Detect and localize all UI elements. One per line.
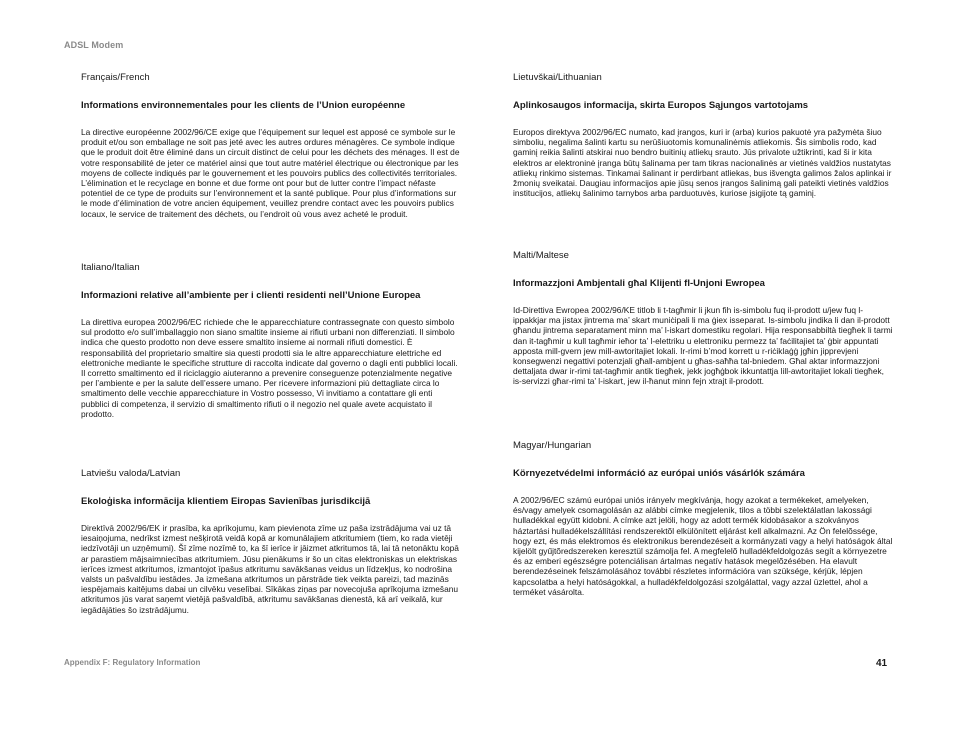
- left-column: [81, 72, 461, 615]
- section-maltese: [513, 250, 893, 440]
- section-body: Europos direktyva 2002/96/EC numato, kad įrangos, kuri ir (arba) kurios pakuotė yra pažymėta šiuo simboliu, negalima šalinti kartu su nerūšiuotomis komunalinėmis atliekomis. Šis simbolis rodo, kad gaminį reikia šalinti atskirai nuo bendro buitinių atliekų srauto. Jūs privalote užtikrinti, kad ši ir kita elektros ar elektroninė įranga būtų šalinama per tam tikras nacionalinės ar vietinės valdžios nustatytas atliekų rinkimo sistemas. Tinkamai šalinant ir perdirbant atliekas, bus išvengta galimos žalos aplinkai ir žmonių sveikatai. Daugiau informacijos apie jūsų senos įrangos šalinimą gali pateikti vietinės valdžios institucijos, atliekų šalinimo tarnybos arba parduotuvės, kuriose įsigijote tą gaminį.: [513, 127, 892, 199]
- section-latvian: [81, 468, 461, 615]
- language-heading: Lietuvškai/Lithuanian: [513, 72, 602, 83]
- section-body: A 2002/96/EC számú európai uniós irányelv megkívánja, hogy azokat a termékeket, amelyeken, és/vagy amelyek csomagolásán az alábbi címke megjelenik, tilos a többi szelektálatlan lakossági hulladékkal együtt kidobni. A címke azt jelöli, hogy az adott termék kidobásakor a szokványos háztartási hulladékelszállítási rendszerektõl elkülönített eljárást kell alkalmazni. Az Ön felelõssége, hogy ezt, és más elektromos és elektronikus berendezéseit a kormányzati vagy a helyi hatóságok által kijelölt gyűjtõredszereken keresztül számolja fel. A megfelelõ hulladékfeldolgozás segít a környezetre és az emberi egészségre potenciálisan ártalmas negatív hatások megelõzésében. Ha elavult berendezéseinek felszámolásához további részletes információra van szüksége, kérjük, lépjen kapcsolatba a helyi hatóságokkal, a hulladékfeldolgozási szolgálattal, vagy azzal üzlettel, ahol a terméket vásárolta.: [513, 495, 893, 597]
- running-header: ADSL Modem: [64, 40, 124, 50]
- section-title: Aplinkosaugos informacija, skirta Europos Sąjungos vartotojams: [513, 100, 809, 111]
- section-body: La directive européenne 2002/96/CE exige que l’équipement sur lequel est apposé ce symbole sur le produit et/ou son emballage ne soit pas jeté avec les autres ordures ménagères. Ce symbole indique que le produit doit être éliminé dans un circuit distinct de celui pour les déchets des ménages. Il est de votre responsabilité de jeter ce matériel ainsi que tout autre matériel électrique ou électronique par les moyens de collecte indiqués par le gouvernement et les pouvoirs publics des collectivités territoriales. L’élimination et le recyclage en bonne et due forme ont pour but de lutter contre l’impact néfaste potentiel de ce type de produits sur l’environnement et la santé publique. Pour plus d’informations sur le mode d’élimination de votre ancien équipement, veuillez prendre contact avec les pouvoirs publics locaux, le service de traitement des déchets, ou l’endroit où vous avez acheté le produit.: [81, 127, 460, 219]
- language-heading: Malti/Maltese: [513, 250, 569, 261]
- section-body: Direktīvā 2002/96/EK ir prasība, ka aprīkojumu, kam pievienota zīme uz paša izstrādājuma vai uz tā iesaiņojuma, nedrīkst izmest nešķirotā veidā kopā ar komunālajiem atkritumiem (tiem, ko rada vietēji iedzīvotāji un uzņēmumi). Šī zīme nozīmē to, ka šī ierīce ir jāizmet atkritumos tā, lai tā netonāktu kopā ar parastiem mājsaimniecības atkritumiem. Jūsu pienākums ir šo un citas elektroniskas un elektriskas ierīces izmest atkritumos, izmantojot īpašus atkritumu savākšanas veidus un līdzekļus, ko nodrošina valsts un pašvaldību iestādes. Ja izmešana atkritumos un pārstrāde tiek veikta pareizi, tad mazinās iespējamais kaitējums dabai un cilvēku veselībai. Sīkākas ziņas par novecojuša aprīkojuma izmešanu atkritumos jūs varat saņemt vietējā pašvaldībā, atkritumu savākšanas dienestā, kā arī veikalā, kur iegādājāties šo izstrādājumu.: [81, 523, 459, 615]
- language-heading: Latviešu valoda/Latvian: [81, 468, 181, 479]
- section-title: Ekoloģiska informācija klientiem Eiropas Savienības jurisdikcijā: [81, 496, 371, 507]
- section-title: Környezetvédelmi információ az európai uniós vásárlók számára: [513, 468, 805, 479]
- section-hungarian: [513, 440, 893, 597]
- running-footer: Appendix F: Regulatory Information: [64, 658, 201, 667]
- section-title: Informations environnementales pour les clients de l’Union européenne: [81, 100, 406, 111]
- section-italian: [81, 262, 461, 468]
- language-heading: Français/French: [81, 72, 150, 83]
- section-body: La direttiva europea 2002/96/EC richiede che le apparecchiature contrassegnate con questo simbolo sul prodotto e/o sull’imballaggio non siano smaltite insieme ai rifiuti urbani non differenziati. Il simbolo indica che questo prodotto non deve essere smaltito insieme ai normali rifiuti domestici. È responsabilità del proprietario smaltire sia questi prodotti sia le altre apparecchiature elettriche ed elettroniche mediante le specifiche strutture di raccolta indicate dal governo o dagli enti pubblici locali. Il corretto smaltimento ed il riciclaggio aiuteranno a prevenire conseguenze potenzialmente negative per l’ambiente e per la salute dell’essere umano. Per ricevere informazioni più dettagliate circa lo smaltimento delle vecchie apparecchiature in Vostro possesso, Vi invitiamo a contattare gli enti pubblici di competenza, il servizio di smaltimento rifiuti o il negozio nel quale avete acquistato il prodotto.: [81, 317, 458, 419]
- page-number: 41: [876, 658, 888, 669]
- language-heading: Italiano/Italian: [81, 262, 140, 273]
- section-french: [81, 72, 461, 262]
- section-body: Id-Direttiva Ewropea 2002/96/KE titlob li t-tagħmir li jkun fih is-simbolu fuq il-prodott u/jew fuq l-ippakkjar ma jistax jintrema ma’ skart muniċipali li ma ġiex isseparat. Is-simbolu jindika li dan il-prodott għandu jintrema separatament minn ma’ l-iskart domestiku regolari. Hija responsabbiltà tiegħek li tarmi dan it-tagħmir u kull tagħmir ieħor ta’ l-elettriku u elettroniku permezz ta’ faċilitajiet ta’ ġbir appuntati apposta mill-gvern jew mill-awtoritajiet lokali. Ir-rimi b’mod korrett u r-riċiklaġġ jgħin jipprevjeni konsegwenzi negattivi potenzjali għall-ambjent u għas-saħħa tal-bniedem. Għal aktar informazzjoni dettaljata dwar ir-rimi tat-tagħmir antik tiegħek, jekk jogħġbok ikkuntattja lill-awtoritajiet lokali tiegħek, is-servizzi għar-rimi ta’ l-iskart, jew il-ħanut minn fejn xtrajt il-prodott.: [513, 305, 893, 387]
- right-column: [513, 72, 893, 597]
- language-heading: Magyar/Hungarian: [513, 440, 592, 451]
- section-title: Informazzjoni Ambjentali għal Klijenti fl-Unjoni Ewropea: [513, 278, 765, 289]
- section-lithuanian: [513, 72, 893, 250]
- section-title: Informazioni relative all’ambiente per i clienti residenti nell’Unione Europea: [81, 290, 421, 301]
